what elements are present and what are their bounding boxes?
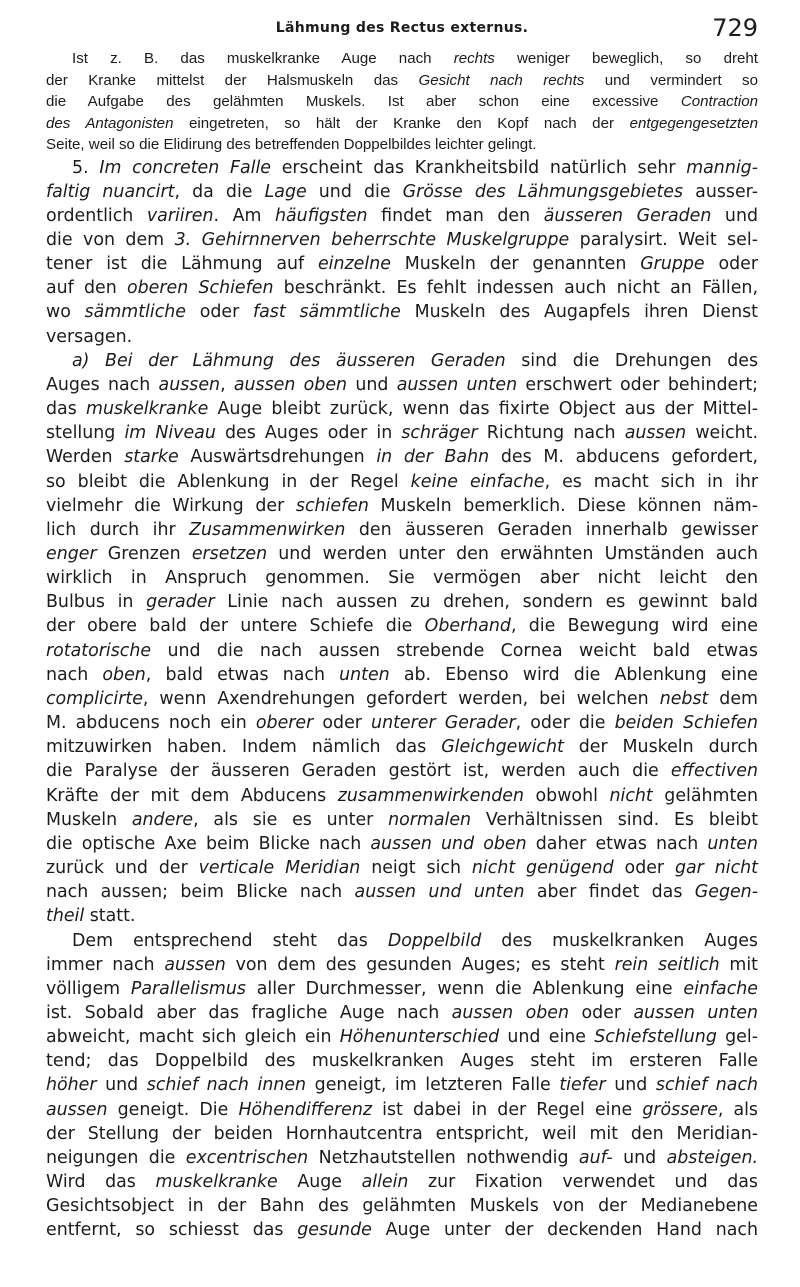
text-run: , wenn Axendrehungen gefordert werden, bei welchen (142, 688, 660, 709)
italic-run: schiefen (295, 495, 369, 516)
text-run: ist. Sobald aber das fragliche Auge nach (46, 1002, 452, 1023)
text-run: Ist z. B. das muskelkranke Auge nach (72, 50, 454, 67)
italic-run: schief nach (655, 1075, 759, 1096)
italic-run: unten (707, 833, 758, 854)
text-run: die Aufgabe des gelähmten Muskels. Ist aber schon eine excessive (46, 93, 681, 110)
italic-run: Gesicht nach rechts (418, 71, 585, 89)
text-line (46, 349, 758, 373)
text-run: zur Fixation verwendet und das (408, 1172, 758, 1193)
text-run: der Muskeln durch (563, 737, 758, 758)
italic-run: fast sämmtliche (253, 302, 401, 323)
text-run: und vermindert so (584, 71, 758, 89)
text-run: stellung (46, 423, 125, 444)
italic-run: beiden Schiefen (614, 713, 759, 734)
text-line (46, 325, 758, 349)
text-run: , oder die (515, 713, 615, 734)
italic-run: Gruppe (640, 254, 705, 275)
italic-run: zusammenwirkenden (337, 785, 524, 806)
page-header (46, 14, 758, 48)
italic-run: enger (46, 544, 97, 564)
text-run: , es macht sich in ihr (544, 471, 758, 492)
text-run: 5. (72, 157, 100, 178)
text-run: des Auges oder in (215, 423, 402, 444)
text-line (46, 300, 758, 324)
text-run: und die nach aussen strebende Cornea weicht bald etwas (151, 640, 758, 661)
text-line (46, 91, 758, 113)
italic-run: des Antagonisten (46, 114, 174, 132)
italic-run: in der Bahn (376, 447, 490, 468)
text-run: , die Bewegung wird eine (510, 616, 758, 637)
text-run: , da die (174, 181, 265, 202)
text-line (46, 663, 758, 687)
italic-run: aussen oben (451, 1002, 570, 1023)
italic-run: äusseren Geraden (543, 205, 712, 226)
text-run: auf den (46, 278, 127, 299)
text-line (46, 373, 758, 397)
text-line (46, 566, 758, 590)
text-run: mitzuwirken haben. Indem nämlich das (46, 737, 442, 758)
text-run: der Kranke mittelst der Halsmuskeln das (46, 71, 419, 89)
italic-run: Contraction (680, 93, 758, 110)
text-line (46, 445, 758, 469)
italic-run: im Niveau (124, 423, 216, 444)
text-run: Verhältnissen sind. Es bleibt (471, 809, 759, 830)
italic-run: aussen (164, 954, 226, 975)
text-line (46, 276, 758, 300)
text-run: obwohl (523, 785, 610, 806)
italic-run: muskelkranke (155, 1172, 278, 1193)
text-run: und (605, 1075, 656, 1096)
italic-run: oberen Schiefen (127, 278, 274, 299)
text-run: neigungen die (46, 1147, 186, 1168)
book-page (46, 14, 758, 1243)
italic-run: excentrischen (185, 1147, 309, 1168)
text-run: paralysirt. Weit sel- (569, 229, 758, 250)
text-run: ordentlich (46, 205, 147, 226)
text-run: geneigt. Die (107, 1099, 239, 1120)
text-run: , als sie es unter (193, 809, 389, 830)
italic-run: Gleichgewicht (441, 737, 564, 758)
text-run: und die (306, 181, 403, 202)
text-run: tener ist die Lähmung auf (46, 254, 318, 275)
italic-run: häufigsten (275, 205, 368, 226)
italic-run: aussen unten (633, 1002, 758, 1023)
text-line (46, 542, 758, 566)
body-text (46, 48, 758, 1243)
text-run: Seite, weil so die Elidirung des betreffenden Doppelbildes leichter gelingt. (46, 136, 537, 153)
text-run: ist dabei in der Regel eine (372, 1099, 643, 1120)
italic-run: keine einfache (410, 471, 545, 492)
italic-run: complicirte (46, 688, 143, 709)
text-run: vielmehr die Wirkung der (46, 495, 296, 516)
text-line (46, 156, 758, 180)
italic-run: Zusammenwirken (189, 519, 346, 540)
text-run: des M. abducens gefordert, (489, 447, 759, 468)
text-line (46, 880, 758, 904)
text-run: Muskeln der genannten (390, 254, 641, 275)
text-run: findet man den (367, 205, 544, 226)
italic-run: nicht genügend (471, 858, 614, 879)
italic-run: Oberhand (424, 616, 511, 637)
text-line (46, 1122, 758, 1146)
text-line (46, 228, 758, 252)
italic-run: mannig- (686, 157, 758, 178)
text-line (46, 977, 758, 1001)
text-run: lich durch ihr (46, 519, 190, 540)
paragraph (46, 48, 758, 156)
text-run: Auge (277, 1172, 362, 1193)
text-run: Muskeln (46, 809, 132, 830)
text-run: M. abducens noch ein (46, 713, 256, 734)
italic-run: aussen (158, 374, 221, 395)
text-line (46, 784, 758, 808)
text-run: gelähmten (652, 785, 759, 806)
text-run: und werden unter den erwähnten Umständen auch (267, 544, 759, 564)
italic-run: rotatorische (46, 640, 152, 661)
text-line (46, 397, 758, 421)
paragraph (46, 156, 758, 349)
italic-run: normalen (388, 809, 472, 830)
italic-run: rechts (453, 50, 495, 67)
text-line (46, 1049, 758, 1073)
italic-run: absteigen. (666, 1147, 758, 1168)
italic-run: oberer (255, 713, 314, 734)
paragraph (46, 349, 758, 929)
text-run: geneigt, im letzteren Falle (306, 1075, 560, 1096)
text-run: weniger beweglich, so dreht (494, 50, 759, 67)
italic-run: Im concreten Falle (99, 157, 271, 178)
italic-run: nebst (659, 688, 709, 709)
text-run: oder (313, 713, 372, 734)
italic-run: verticale Meridian (198, 858, 361, 879)
italic-run: Lage (264, 181, 307, 202)
text-run: aller Durchmesser, wenn die Ablenkung eine (245, 978, 684, 999)
text-run: beschränkt. Es fehlt indessen auch nicht an Fällen, (273, 278, 758, 299)
text-run: nach (46, 664, 103, 685)
text-run: nach aussen; beim Blicke nach (46, 882, 355, 903)
text-line (46, 687, 758, 711)
text-line (46, 252, 758, 276)
text-run: und (711, 205, 759, 226)
italic-run: Grösse des Lähmungsgebietes (402, 181, 684, 202)
text-line (46, 1218, 758, 1242)
italic-run: schief nach innen (146, 1075, 307, 1096)
text-run: Auge unter der deckenden Hand nach (371, 1220, 758, 1241)
italic-run: schräger (401, 423, 478, 444)
text-run: ausser- (683, 181, 758, 202)
running-title: Lähmung des Rectus externus. (275, 20, 529, 36)
text-run: wo (46, 302, 85, 323)
text-run: tend; das Doppelbild des muskelkranken Auges steht im ersteren Falle (46, 1051, 758, 1072)
text-run: Werden (46, 447, 125, 468)
text-line (46, 953, 758, 977)
italic-run: variiren (146, 205, 214, 226)
italic-run: nicht (609, 785, 653, 806)
text-run: neigt sich (360, 858, 472, 879)
italic-run: rein seitlich (614, 954, 720, 975)
text-line (46, 204, 758, 228)
text-run: mit (719, 954, 759, 975)
text-run: oder (613, 858, 675, 879)
text-run: Richtung nach (477, 423, 625, 444)
italic-run: theil (46, 906, 85, 927)
italic-run: effectiven (670, 761, 758, 782)
italic-run: gesunde (297, 1220, 372, 1241)
text-line (46, 494, 758, 518)
text-line (46, 590, 758, 614)
text-line (46, 1194, 758, 1218)
italic-run: auf- (578, 1147, 613, 1168)
text-line (46, 1073, 758, 1097)
text-run: völligem (46, 978, 131, 999)
text-line (46, 735, 758, 759)
text-run: immer nach (46, 954, 165, 975)
text-run: , bald etwas nach (145, 664, 340, 685)
text-run: eingetreten, so hält der Kranke den Kopf nach der (173, 114, 630, 132)
italic-run: Doppelbild (387, 930, 482, 951)
text-run: daher etwas nach (526, 833, 708, 854)
paragraph (46, 929, 758, 1243)
italic-run: sämmtliche (84, 302, 186, 323)
text-run: aber findet das (524, 882, 695, 903)
text-run: Linie nach aussen zu drehen, sondern es gewinnt bald (214, 592, 758, 613)
text-line (46, 759, 758, 783)
text-run: abweicht, macht sich gleich ein (46, 1027, 340, 1048)
italic-run: grössere (642, 1099, 718, 1120)
text-run: dem (708, 688, 758, 709)
text-run: der Stellung der beiden Hornhautcentra entspricht, weil mit den Meridian- (46, 1123, 758, 1144)
italic-run: a) Bei der Lähmung des äusseren Geraden (72, 350, 506, 371)
italic-run: Gegen- (694, 882, 758, 903)
text-run: und (612, 1147, 667, 1168)
italic-run: andere (131, 809, 194, 830)
page-number: 729 (712, 14, 758, 42)
italic-run: ersetzen (191, 544, 268, 564)
text-run: Grenzen (96, 544, 192, 564)
text-line (46, 808, 758, 832)
italic-run: gerader (146, 592, 215, 613)
text-run: die Paralyse der äusseren Geraden gestört ist, werden auch die (46, 761, 671, 782)
text-run: Auge bleibt zurück, wenn das fixirte Object aus der Mittel- (208, 399, 758, 420)
text-run: ab. Ebenso wird die Ablenkung eine (389, 664, 758, 685)
text-run: von dem des gesunden Auges; es steht (225, 954, 615, 975)
text-run: so bleibt die Ablenkung in der Regel (46, 471, 411, 492)
text-run: weicht. (686, 423, 759, 444)
text-line (46, 1098, 758, 1122)
text-line (46, 134, 758, 156)
text-run: der obere bald der untere Schiefe die (46, 616, 425, 637)
text-run: und (347, 374, 397, 395)
italic-run: aussen und unten (354, 882, 525, 903)
italic-run: unterer Gerader (371, 713, 516, 734)
text-run: und eine (499, 1027, 595, 1048)
text-line (46, 1025, 758, 1049)
italic-run: einzelne (317, 254, 391, 275)
text-run: Gesichtsobject in der Bahn des gelähmten Muskels von der Medianebene (46, 1196, 758, 1217)
text-run: sind die Drehungen des (505, 350, 759, 371)
italic-run: faltig nuancirt (46, 181, 175, 202)
italic-run: starke (124, 447, 179, 468)
italic-run: aussen (46, 1099, 108, 1120)
italic-run: Parallelismus (130, 978, 246, 999)
text-line (46, 518, 758, 542)
text-line (46, 614, 758, 638)
italic-run: 3. Gehirnnerven beherrschte Muskelgruppe (174, 229, 570, 250)
text-run: Wird das (46, 1172, 156, 1193)
text-run: oder (569, 1002, 634, 1023)
text-run: wirklich in Anspruch genommen. Sie vermögen aber nicht leicht den (46, 568, 758, 589)
text-line (46, 113, 758, 135)
text-run: den äusseren Geraden innerhalb gewisser (345, 519, 758, 540)
text-line (46, 929, 758, 953)
text-run: versagen. (46, 326, 133, 347)
text-run: Netzhautstellen nothwendig (308, 1147, 579, 1168)
text-run: Auswärtsdrehungen (178, 447, 377, 468)
italic-run: Schiefstellung (594, 1027, 717, 1048)
italic-run: Höhenunterschied (339, 1027, 500, 1048)
text-line (46, 470, 758, 494)
text-run: Muskeln des Augapfels ihren Dienst (400, 302, 758, 323)
text-run: die von dem (46, 229, 175, 250)
text-run: . Am (213, 205, 275, 226)
text-run: Muskeln bemerklich. Diese können näm- (368, 495, 758, 516)
text-run: zurück und der (46, 858, 199, 879)
text-run: entfernt, so schiesst das (46, 1220, 298, 1241)
italic-run: gar nicht (674, 858, 758, 879)
text-run: gel- (716, 1027, 758, 1048)
text-run: , als (717, 1099, 758, 1120)
text-run: des muskelkranken Auges (481, 930, 758, 951)
text-line (46, 832, 758, 856)
text-line (46, 711, 758, 735)
italic-run: muskelkranke (86, 399, 209, 420)
italic-run: höher (46, 1075, 97, 1096)
text-line (46, 48, 758, 70)
text-run: Bulbus in (46, 592, 147, 613)
italic-run: Höhendifferenz (238, 1099, 373, 1120)
text-line (46, 1146, 758, 1170)
italic-run: aussen oben (233, 374, 348, 395)
italic-run: allein (361, 1172, 409, 1193)
text-line (46, 180, 758, 204)
text-run: Auges nach (46, 374, 159, 395)
italic-run: aussen und oben (370, 833, 527, 854)
text-run: oder (704, 254, 758, 275)
text-line (46, 856, 758, 880)
italic-run: tiefer (559, 1075, 606, 1096)
text-run: die optische Axe beim Blicke nach (46, 833, 371, 854)
text-run: das (46, 399, 86, 420)
text-run: und (96, 1075, 147, 1096)
text-run: Dem entsprechend steht das (72, 930, 388, 951)
text-line (46, 70, 758, 92)
italic-run: aussen unten (396, 374, 518, 395)
text-run: statt. (84, 906, 136, 927)
text-run: Kräfte der mit dem Abducens (46, 785, 338, 806)
text-run: , (220, 374, 234, 395)
italic-run: einfache (683, 978, 758, 999)
text-line (46, 1170, 758, 1194)
text-run: erschwert oder behindert; (517, 374, 759, 395)
italic-run: aussen (624, 423, 687, 444)
italic-run: oben (102, 664, 146, 685)
text-line (46, 1001, 758, 1025)
text-line (46, 639, 758, 663)
text-run: oder (186, 302, 254, 323)
text-line (46, 421, 758, 445)
text-line (46, 904, 758, 928)
italic-run: entgegengesetzten (629, 114, 758, 132)
italic-run: unten (339, 664, 390, 685)
text-run: erscheint das Krankheitsbild natürlich sehr (271, 157, 687, 178)
